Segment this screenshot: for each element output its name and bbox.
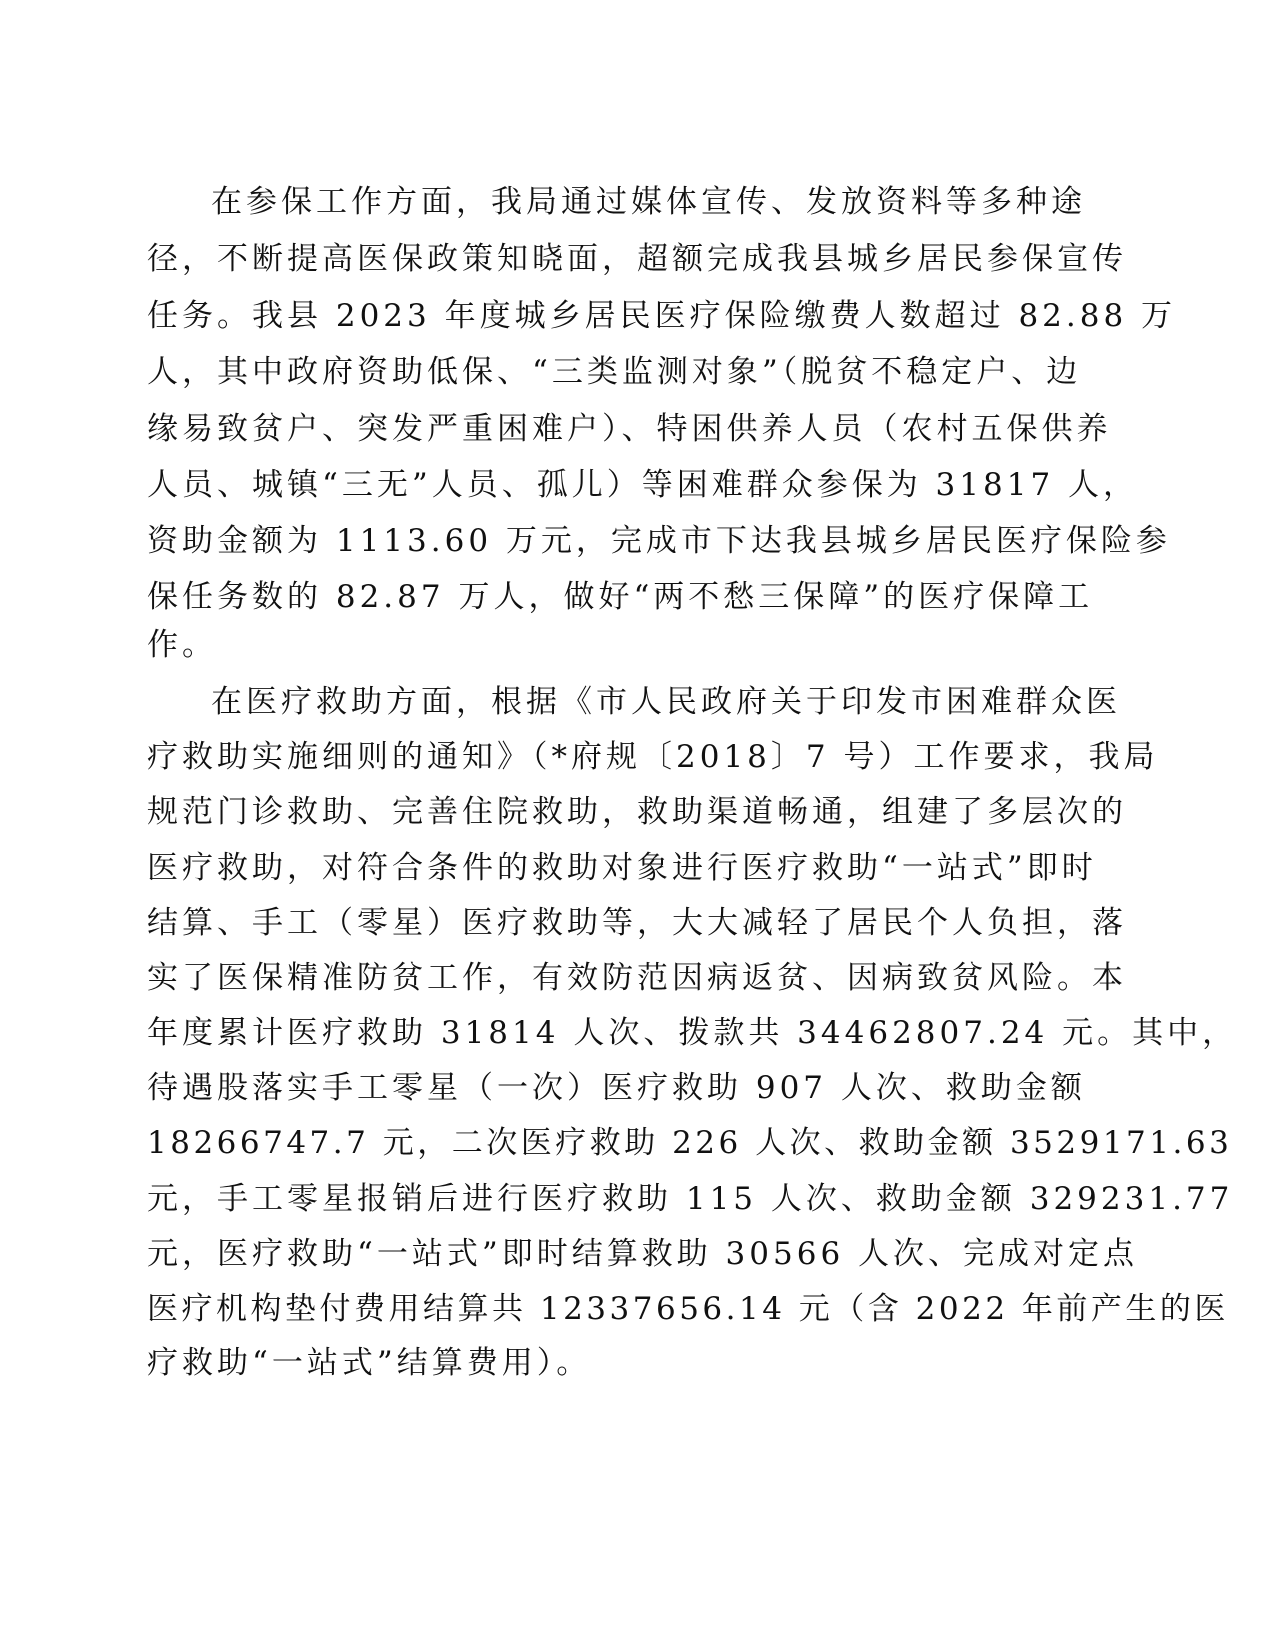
text-line: 在医疗救助方面，根据《市人民政府关于印发市困难群众医 <box>211 684 1121 720</box>
text-line: 元，手工零星报销后进行医疗救助 115 人次、救助金额 329231.77 <box>147 1181 1234 1217</box>
text-line: 疗救助实施细则的通知》（*府规〔2018〕7 号）工作要求，我局 <box>147 739 1159 775</box>
text-line: 任务。我县 2023 年度城乡居民医疗保险缴费人数超过 82.88 万 <box>147 298 1177 334</box>
text-line: 医疗机构垫付费用结算共 12337656.14 元（含 2022 年前产生的医 <box>147 1291 1229 1327</box>
text-line: 保任务数的 82.87 万人，做好“两不愁三保障”的医疗保障工 <box>147 579 1094 615</box>
text-line: 人员、城镇“三无”人员、孤儿）等困难群众参保为 31817 人， <box>147 467 1139 503</box>
text-line: 径，不断提高医保政策知晓面，超额完成我县城乡居民参保宣传 <box>147 241 1127 277</box>
text-line: 在参保工作方面，我局通过媒体宣传、发放资料等多种途 <box>211 184 1086 220</box>
text-line: 作。 <box>147 627 217 663</box>
text-line: 18266747.7 元，二次医疗救助 226 人次、救助金额 3529171.63 <box>147 1125 1233 1161</box>
text-line: 元，医疗救助“一站式”即时结算救助 30566 人次、完成对定点 <box>147 1236 1139 1272</box>
text-line: 人，其中政府资助低保、“三类监测对象”（脱贫不稳定户、边 <box>147 354 1082 390</box>
text-line: 资助金额为 1113.60 万元，完成市下达我县城乡居民医疗保险参 <box>147 523 1171 559</box>
text-line: 实了医保精准防贫工作，有效防范因病返贫、因病致贫风险。本 <box>147 960 1127 996</box>
text-line: 年度累计医疗救助 31814 人次、拨款共 34462807.24 元。其中， <box>147 1015 1238 1051</box>
text-line: 结算、手工（零星）医疗救助等，大大减轻了居民个人负担，落 <box>147 905 1127 941</box>
text-line: 缘易致贫户、突发严重困难户）、特困供养人员（农村五保供养 <box>147 411 1112 447</box>
text-line: 疗救助“一站式”结算费用）。 <box>147 1345 592 1381</box>
text-line: 规范门诊救助、完善住院救助，救助渠道畅通，组建了多层次的 <box>147 794 1127 830</box>
text-line: 医疗救助，对符合条件的救助对象进行医疗救助“一站式”即时 <box>147 850 1097 886</box>
text-line: 待遇股落实手工零星（一次）医疗救助 907 人次、救助金额 <box>147 1070 1086 1106</box>
